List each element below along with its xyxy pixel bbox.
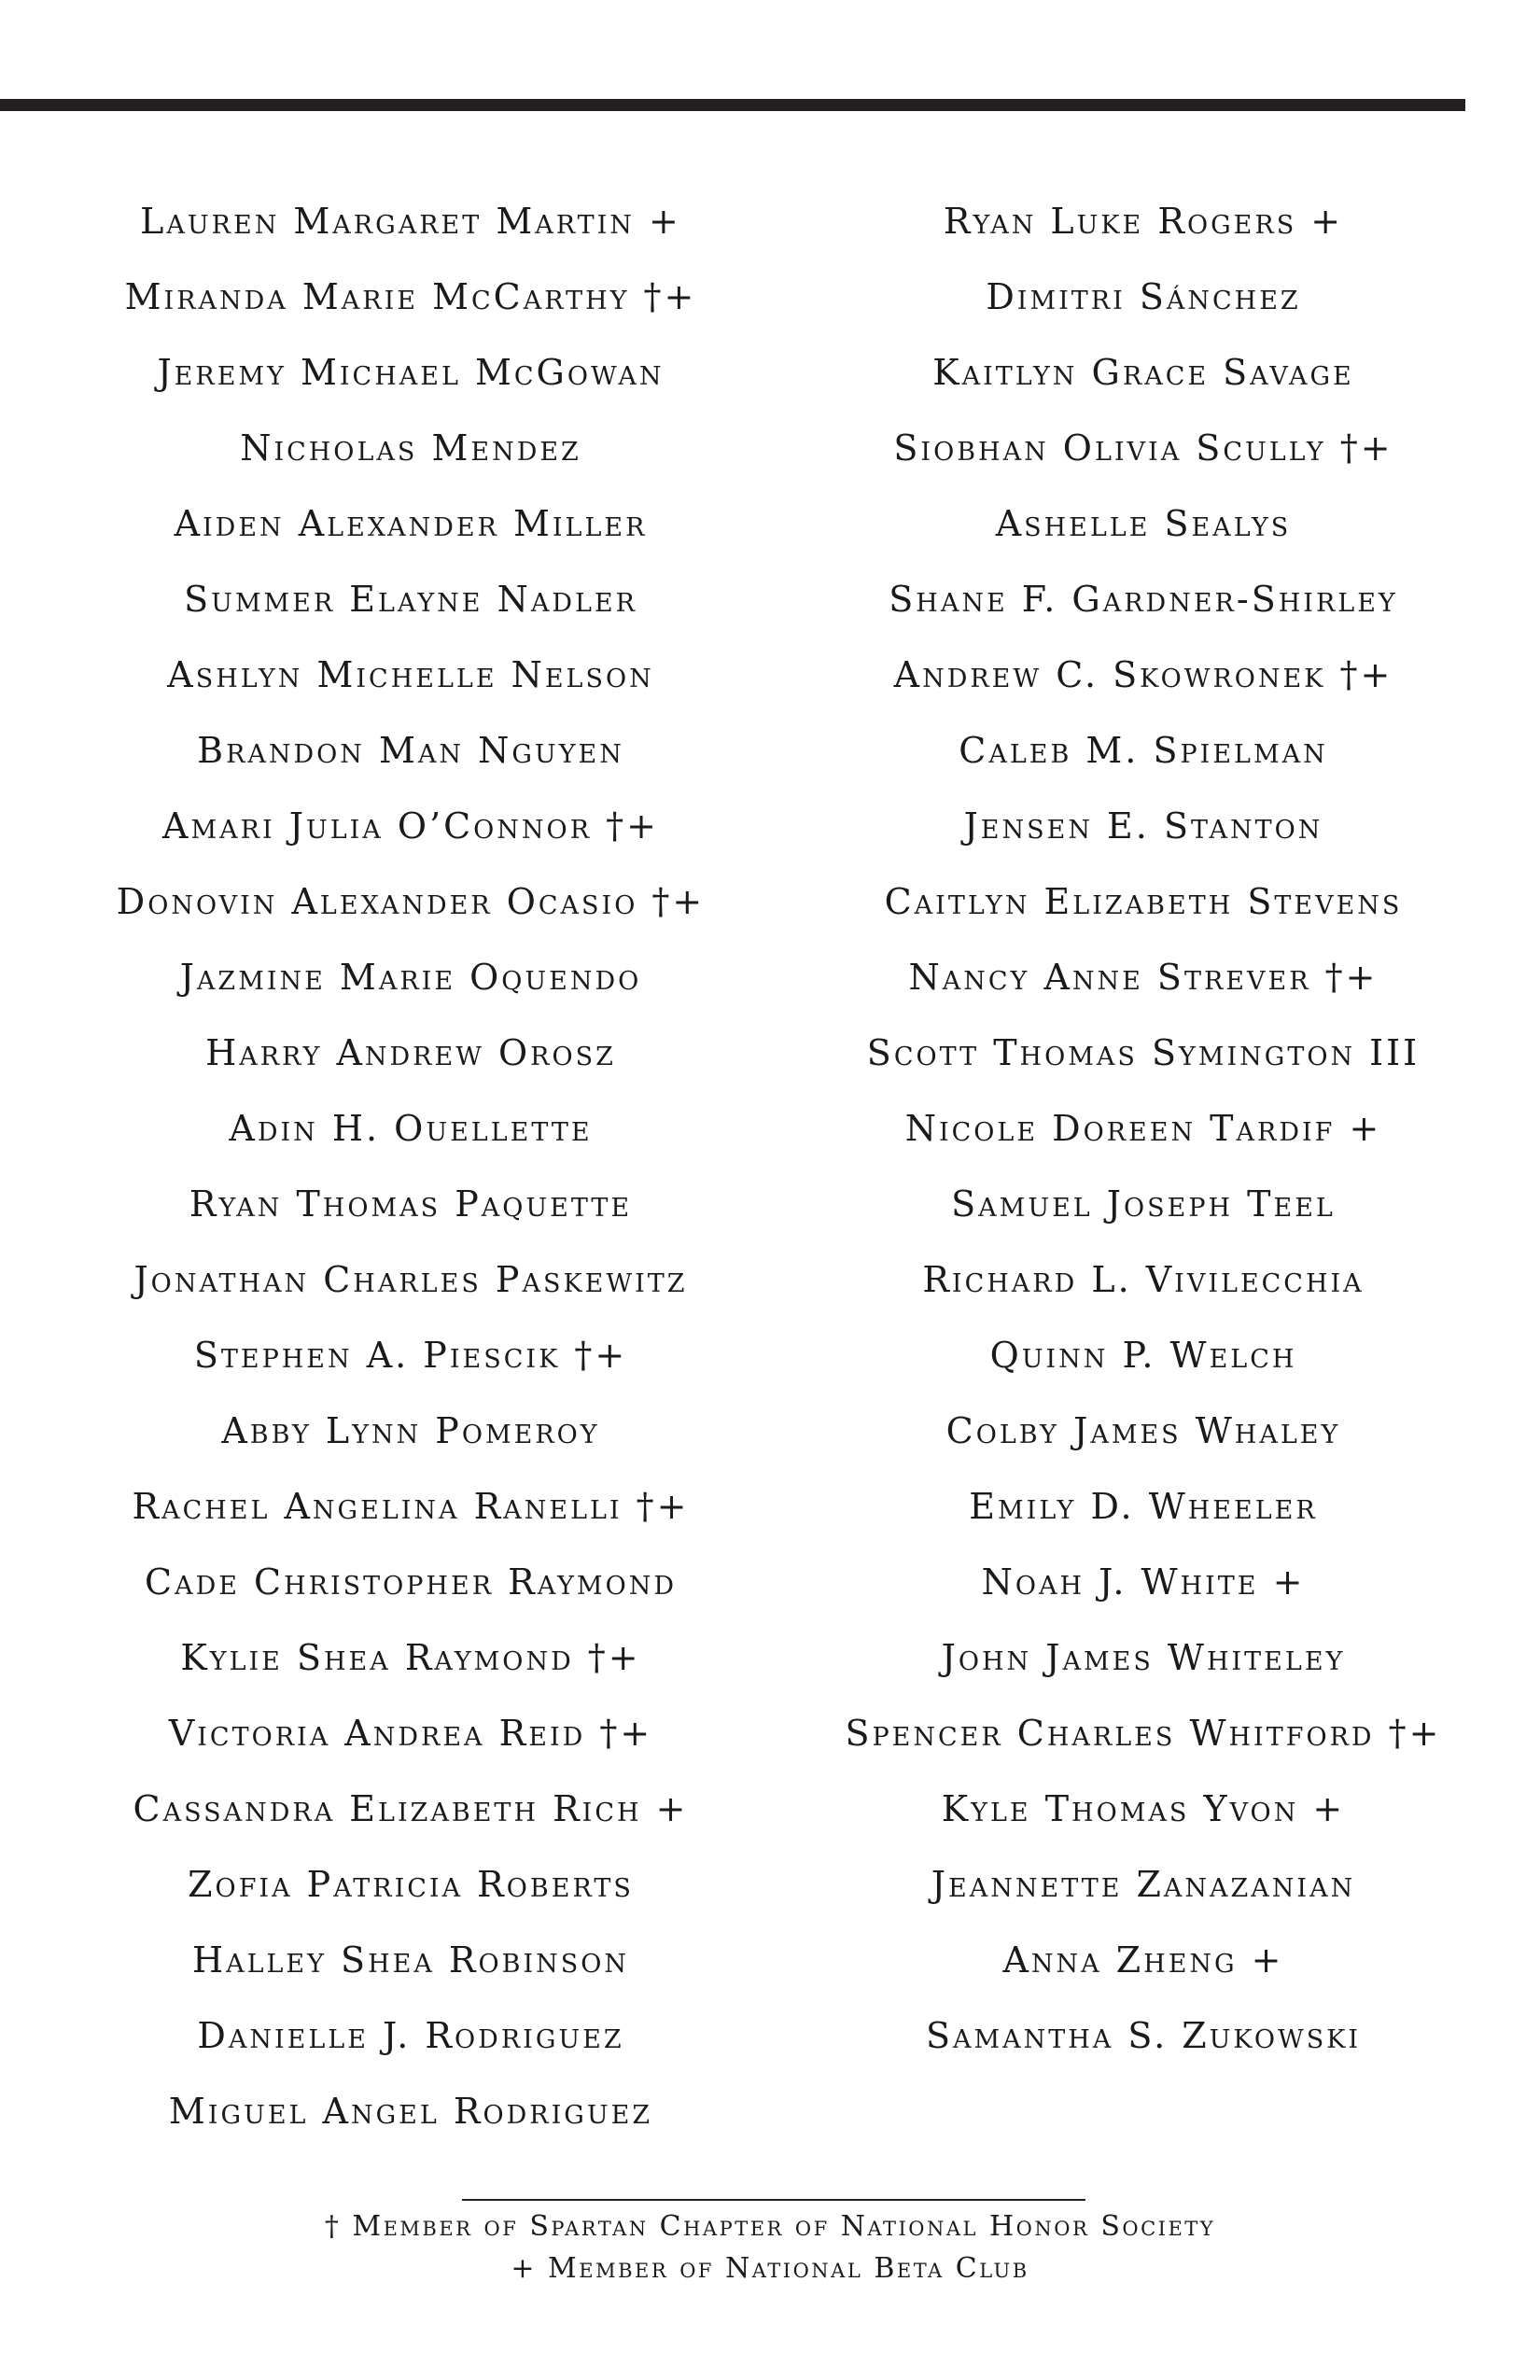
name-entry: Samuel Joseph Teel xyxy=(951,1183,1336,1225)
name-entry: Scott Thomas Symington III xyxy=(866,1032,1421,1073)
name-entry: Victoria Andrea Reid †+ xyxy=(168,1713,653,1754)
name-entry: Noah J. White + xyxy=(981,1561,1306,1603)
name-entry: Colby James Whaley xyxy=(945,1410,1341,1451)
name-entry: Donovin Alexander Ocasio †+ xyxy=(116,881,706,922)
name-entry: Ryan Thomas Paquette xyxy=(189,1183,633,1225)
name-entry: Jeremy Michael McGowan xyxy=(157,352,665,393)
name-entry: Adin H. Ouellette xyxy=(229,1108,593,1149)
name-entry: Miranda Marie McCarthy †+ xyxy=(124,276,697,317)
name-entry: Ashlyn Michelle Nelson xyxy=(167,654,654,695)
name-entry: Quinn P. Welch xyxy=(989,1335,1297,1376)
name-entry: Jazmine Marie Oquendo xyxy=(179,957,642,998)
name-entry: Miguel Angel Rodriguez xyxy=(168,2091,653,2132)
top-divider-rule xyxy=(0,99,1465,111)
name-entry: Nancy Anne Strever †+ xyxy=(908,957,1379,998)
name-entry: Jeannette Zanazanian xyxy=(931,1864,1356,1905)
name-entry: Kaitlyn Grace Savage xyxy=(932,352,1354,393)
name-entry: Brandon Man Nguyen xyxy=(197,730,624,771)
name-entry: Richard L. Vivilecchia xyxy=(922,1259,1365,1300)
name-entry: Rachel Angelina Ranelli †+ xyxy=(132,1486,690,1527)
name-entry: Jonathan Charles Paskewitz xyxy=(133,1259,688,1300)
name-entry: Andrew C. Skowronek †+ xyxy=(893,654,1393,695)
name-entry: Caitlyn Elizabeth Stevens xyxy=(884,881,1403,922)
name-entry: Zofia Patricia Roberts xyxy=(188,1864,634,1905)
name-entry: Siobhan Olivia Scully †+ xyxy=(893,427,1393,469)
name-entry: Aiden Alexander Miller xyxy=(174,503,648,544)
footnote-honor-society: † Member of Spartan Chapter of National Honor Society xyxy=(324,2210,1216,2243)
name-entry: Cassandra Elizabeth Rich + xyxy=(133,1788,689,1829)
name-entry: Nicole Doreen Tardif + xyxy=(904,1108,1382,1149)
name-entry: Harry Andrew Orosz xyxy=(205,1032,616,1073)
name-entry: Dimitri Sánchez xyxy=(986,276,1301,317)
name-entry: Stephen A. Piescik †+ xyxy=(193,1335,628,1376)
name-entry: Shane F. Gardner-Shirley xyxy=(889,579,1398,620)
name-entry: Abby Lynn Pomeroy xyxy=(221,1410,600,1451)
name-entry: Amari Julia O’Connor †+ xyxy=(162,805,659,847)
name-entry: John James Whiteley xyxy=(941,1637,1346,1678)
name-entry: Lauren Margaret Martin + xyxy=(140,201,681,242)
names-column-left xyxy=(47,198,775,2163)
name-entry: Kyle Thomas Yvon + xyxy=(941,1788,1346,1829)
name-entry: Halley Shea Robinson xyxy=(191,1939,630,1981)
name-entry: Samantha S. Zukowski xyxy=(925,2015,1362,2056)
name-entry: Ryan Luke Rogers + xyxy=(943,201,1344,242)
name-entry: Jensen E. Stanton xyxy=(963,805,1323,847)
name-entry: Cade Christopher Raymond xyxy=(145,1561,677,1603)
name-entry: Ashelle Sealys xyxy=(995,503,1292,544)
name-entry: Spencer Charles Whitford †+ xyxy=(845,1713,1442,1754)
name-entry: Kylie Shea Raymond †+ xyxy=(180,1637,641,1678)
name-entry: Summer Elayne Nadler xyxy=(184,579,637,620)
footnote-divider-rule xyxy=(462,2199,1085,2201)
name-entry: Emily D. Wheeler xyxy=(969,1486,1318,1527)
name-entry: Caleb M. Spielman xyxy=(959,730,1328,771)
name-entry: Nicholas Mendez xyxy=(240,427,581,469)
name-entry: Danielle J. Rodriguez xyxy=(197,2015,624,2056)
names-column-right xyxy=(779,198,1507,2088)
name-entry: Anna Zheng + xyxy=(1002,1939,1284,1981)
footnote-beta-club: + Member of National Beta Club xyxy=(511,2252,1029,2285)
